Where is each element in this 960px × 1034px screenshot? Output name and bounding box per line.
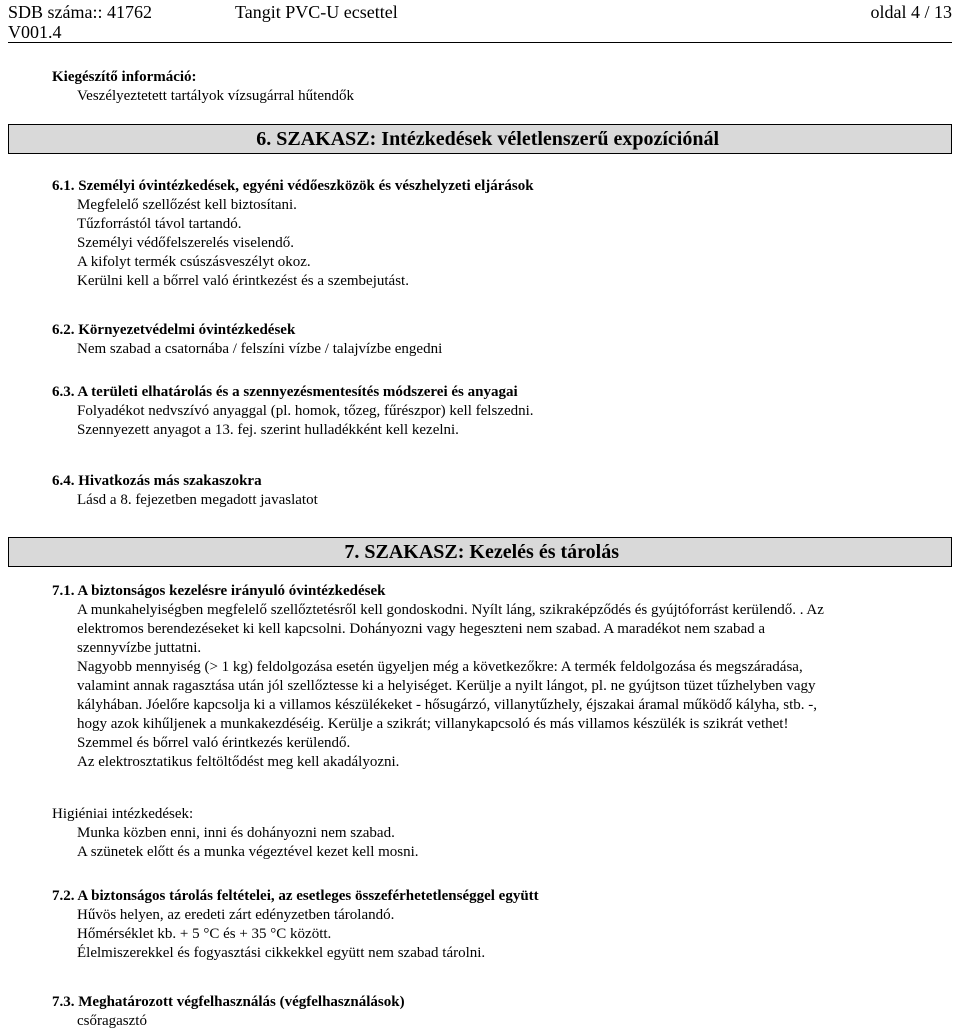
text-line: Nem szabad a csatornába / felszíni vízbe / talajvízbe engedni (77, 341, 443, 357)
section-7-2 (52, 887, 539, 963)
text-line: A kifolyt termék csúszásveszélyt okoz. (77, 254, 311, 270)
section-7-title: 7. SZAKASZ: Kezelés és tárolás (344, 541, 619, 563)
section-7-header (8, 537, 952, 567)
text-line: Szennyezett anyagot a 13. fej. szerint hulladékként kell kezelni. (77, 422, 459, 438)
sdb-number: SDB száma:: 41762 (8, 2, 152, 22)
section-heading: 7.3. Meghatározott végfelhasználás (végfelhasználások) (52, 994, 405, 1010)
text-line: Személyi védőfelszerelés viselendő. (77, 235, 295, 251)
text-line: Megfelelő szellőzést kell biztosítani. (77, 197, 297, 213)
section-heading: 6.1. Személyi óvintézkedések, egyéni védőeszközök és vészhelyzeti eljárások (52, 178, 534, 194)
section-7-3 (52, 993, 405, 1031)
text-line: szennyvízbe juttatni. (77, 640, 202, 656)
hygiene-label: Higiéniai intézkedések: (52, 806, 194, 822)
hygiene-measures (52, 805, 419, 862)
text-line: Élelmiszerekkel és fogyasztási cikkekkel együtt nem szabad tárolni. (77, 945, 486, 961)
supplementary-label: Kiegészítő információ: (52, 69, 197, 85)
section-7-1 (52, 582, 824, 772)
section-heading: 6.4. Hivatkozás más szakaszokra (52, 473, 262, 489)
section-heading: 7.1. A biztonságos kezelésre irányuló óvintézkedések (52, 583, 386, 599)
version: V001.4 (8, 22, 62, 42)
text-line: Munka közben enni, inni és dohányozni nem szabad. (77, 825, 395, 841)
text-line: Tűzforrástól távol tartandó. (77, 216, 242, 232)
text-line: Szemmel és bőrrel való érintkezés kerülendő. (77, 735, 351, 751)
text-line: kályhában. Jóelőre kapcsolja ki a villamos készülékeket - hősugárzó, villanytűzhely, éjszakai áramal működő kályha, stb. -, (77, 697, 818, 713)
section-6-1 (52, 177, 534, 291)
supplementary-text: Veszélyeztetett tartályok vízsugárral hűtendők (77, 88, 354, 104)
text-line: Hőmérséklet kb. + 5 °C és + 35 °C között. (77, 926, 332, 942)
section-6-3 (52, 383, 534, 440)
product-title: Tangit PVC-U ecsettel (235, 2, 398, 22)
section-6-4 (52, 472, 318, 510)
section-heading: 6.3. A területi elhatárolás és a szennyezésmentesítés módszerei és anyagai (52, 384, 518, 400)
page-header (8, 2, 952, 42)
text-line: A munkahelyiségben megfelelő szellőztetésről kell gondoskodni. Nyílt láng, szikraképződés és gyújtóforrást kerülendő. . Az (77, 602, 824, 618)
header-divider (8, 42, 952, 43)
section-heading: 7.2. A biztonságos tárolás feltételei, az esetleges összeférhetetlenséggel együtt (52, 888, 539, 904)
section-6-title: 6. SZAKASZ: Intézkedések véletlenszerű expozíciónál (256, 128, 719, 150)
text-line: A szünetek előtt és a munka végeztével kezet kell mosni. (77, 844, 419, 860)
text-line: Folyadékot nedvszívó anyaggal (pl. homok, tőzeg, fűrészpor) kell felszedni. (77, 403, 534, 419)
text-line: Kerülni kell a bőrrel való érintkezést és a szembejutást. (77, 273, 409, 289)
text-line: valamint annak ragasztása után jól szellőztesse ki a helyiséget. Kerülje a nyilt lángot, pl. ne gyújtson tüzet tűzhelyben vagy (77, 678, 816, 694)
page-number: oldal 4 / 13 (870, 2, 952, 22)
text-line: Lásd a 8. fejezetben megadott javaslatot (77, 492, 318, 508)
text-line: elektromos berendezéseket ki kell kapcsolni. Dohányozni vagy hegeszteni nem szabad. A maradékot nem szabad a (77, 621, 766, 637)
section-6-2 (52, 321, 442, 359)
supplementary-info (52, 68, 354, 106)
section-6-header (8, 124, 952, 154)
section-heading: 6.2. Környezetvédelmi óvintézkedések (52, 322, 296, 338)
text-line: Nagyobb mennyiség (> 1 kg) feldolgozása esetén ügyeljen még a következőkre: A termék feldolgozása és megszáradása, (77, 659, 803, 675)
text-line: Az elektrosztatikus feltöltődést meg kell akadályozni. (77, 754, 400, 770)
text-line: Hűvös helyen, az eredeti zárt edényzetben tárolandó. (77, 907, 395, 923)
text-line: csőragasztó (77, 1013, 147, 1029)
text-line: hogy azok kihűljenek a munkakezdéséig. Kerülje a szikrát; villanykapcsoló és más villamos készülék is szikrát vethet! (77, 716, 789, 732)
